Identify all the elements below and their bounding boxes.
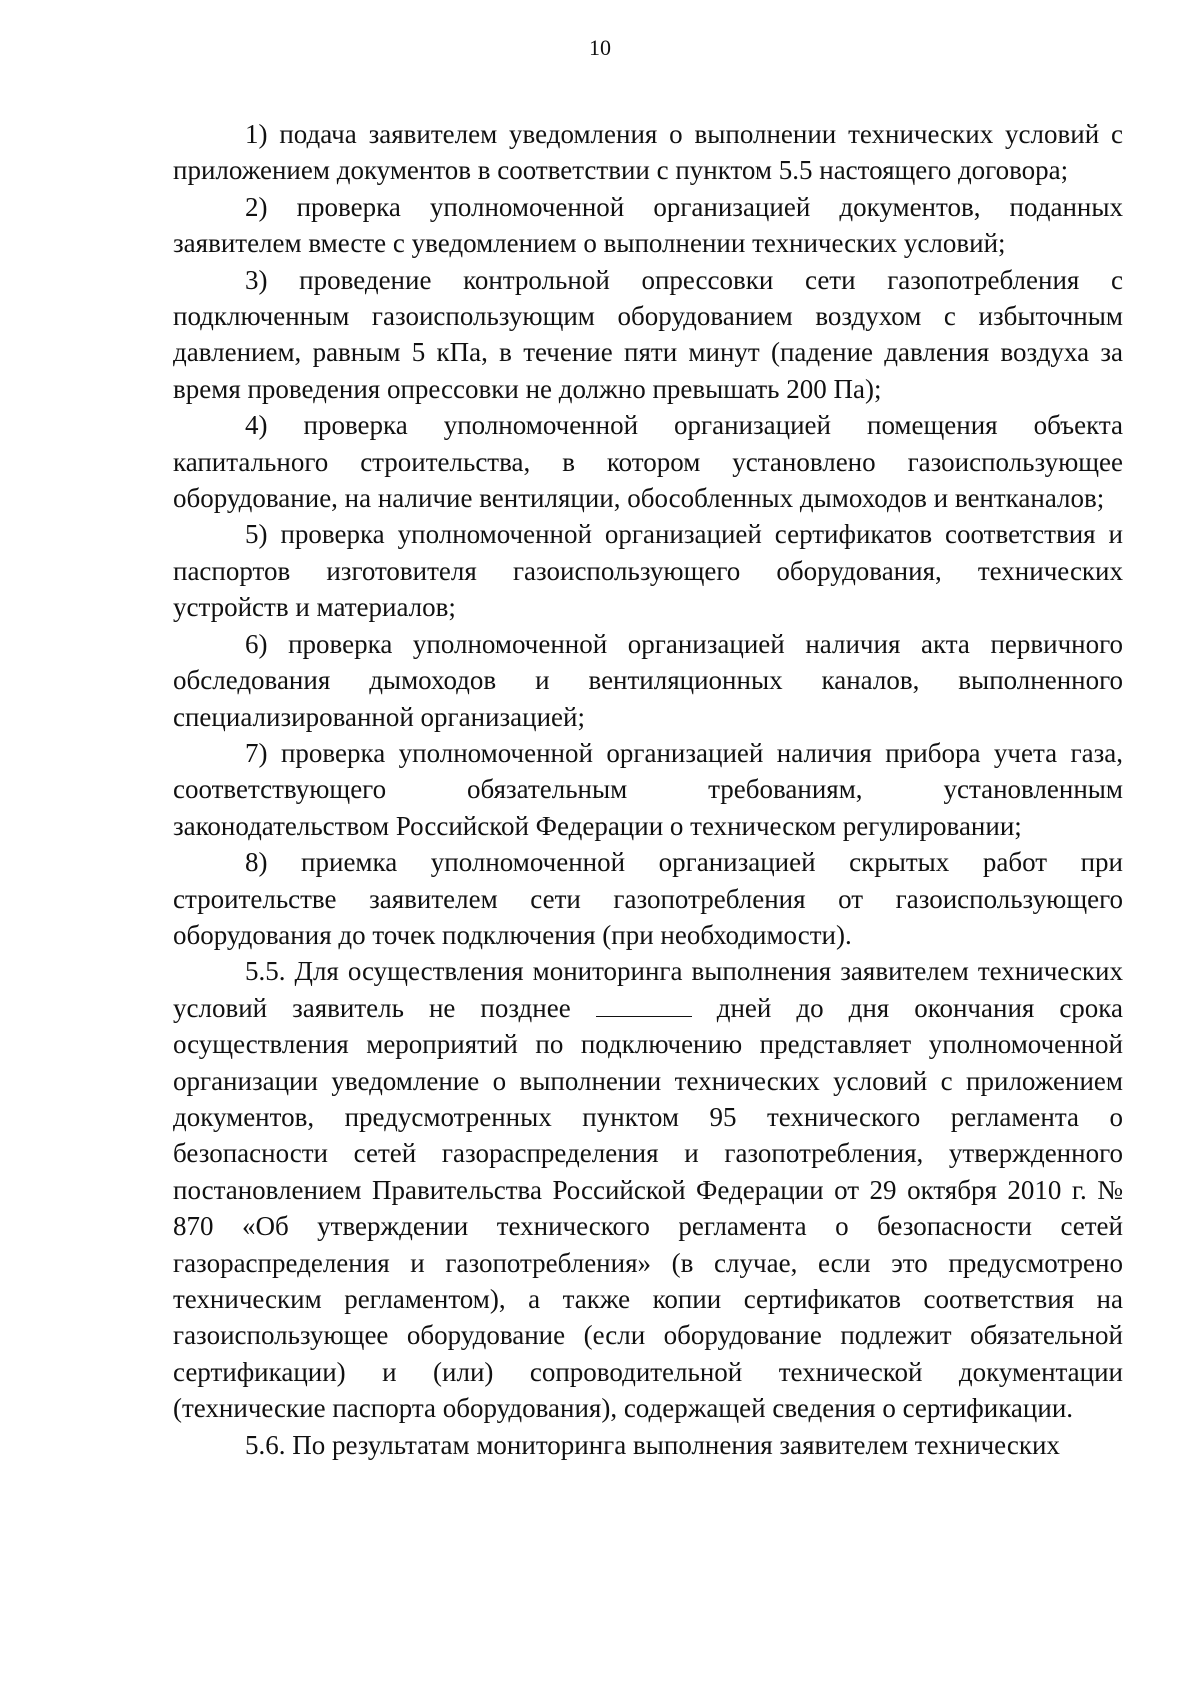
clause-5-5 bbox=[173, 953, 1123, 1426]
clause-5-6: 5.6. По результатам мониторинга выполнения заявителем технических bbox=[245, 1429, 1060, 1460]
page-number: 10 bbox=[589, 35, 611, 60]
list-item-5: 5) проверка уполномоченной организацией сертификатов соответствия и паспортов изготовителя газоиспользующего оборудования, технических устройств и материалов; bbox=[173, 519, 1123, 623]
clause-5-5-text-end: дней до дня окончания срока осуществления мероприятий по подключению представляет уполномоченной организации уведомление о выполнении технических условий с приложением документов, предусмотренных пунктом 95 технического регламента о безопасности сетей газораспределения и газопотребления, утвержденного постановлением Правительства Российской Федерации от 29 октября 2010 г. № 870 «Об утверждении технического регламента о безопасности сетей газораспределения и газопотребления» (в случае, если это предусмотрено техническим регламентом), а также копии сертификатов соответствия на газоиспользующее оборудование (если оборудование подлежит обязательной сертификации) и (или) сопроводительной технической документации (технические паспорта оборудования), содержащей сведения о сертификации. bbox=[173, 992, 1124, 1424]
clause-5-5-text-start: 5.5. Для осуществления мониторинга выполнения заявителем технических условий заявитель не позднее bbox=[173, 956, 1123, 1023]
list-item-7: 7) проверка уполномоченной организацией наличия прибора учета газа, соответствующего обязательным требованиям, установленным законодательством Российской Федерации о техническом регулировании; bbox=[173, 737, 1123, 841]
list-item-4: 4) проверка уполномоченной организацией помещения объекта капитального строительства, в котором установлено газоиспользующее оборудование, на наличие вентиляции, обособленных дымоходов и вентканалов; bbox=[173, 410, 1123, 514]
list-item-3: 3) проведение контрольной опрессовки сети газопотребления с подключенным газоиспользующим оборудованием воздухом с избыточным давлением, равным 5 кПа, в течение пяти минут (падение давления воздуха за время проведения опрессовки не должно превышать 200 Па); bbox=[173, 264, 1123, 404]
list-item-1: 1) подача заявителем уведомления о выполнении технических условий с приложением документов в соответствии с пунктом 5.5 настоящего договора; bbox=[173, 119, 1123, 186]
list-item-2: 2) проверка уполномоченной организацией документов, поданных заявителем вместе с уведомлением о выполнении технических условий; bbox=[173, 191, 1123, 259]
days-blank-field bbox=[596, 994, 692, 1017]
list-item-6: 6) проверка уполномоченной организацией наличия акта первичного обследования дымоходов и вентиляционных каналов, выполненного специализированной организацией; bbox=[173, 628, 1123, 732]
list-item-8: 8) приемка уполномоченной организацией скрытых работ при строительстве заявителем сети газопотребления от газоиспользующего оборудования до точек подключения (при необходимости). bbox=[173, 847, 1123, 950]
document-body bbox=[173, 116, 1123, 1463]
